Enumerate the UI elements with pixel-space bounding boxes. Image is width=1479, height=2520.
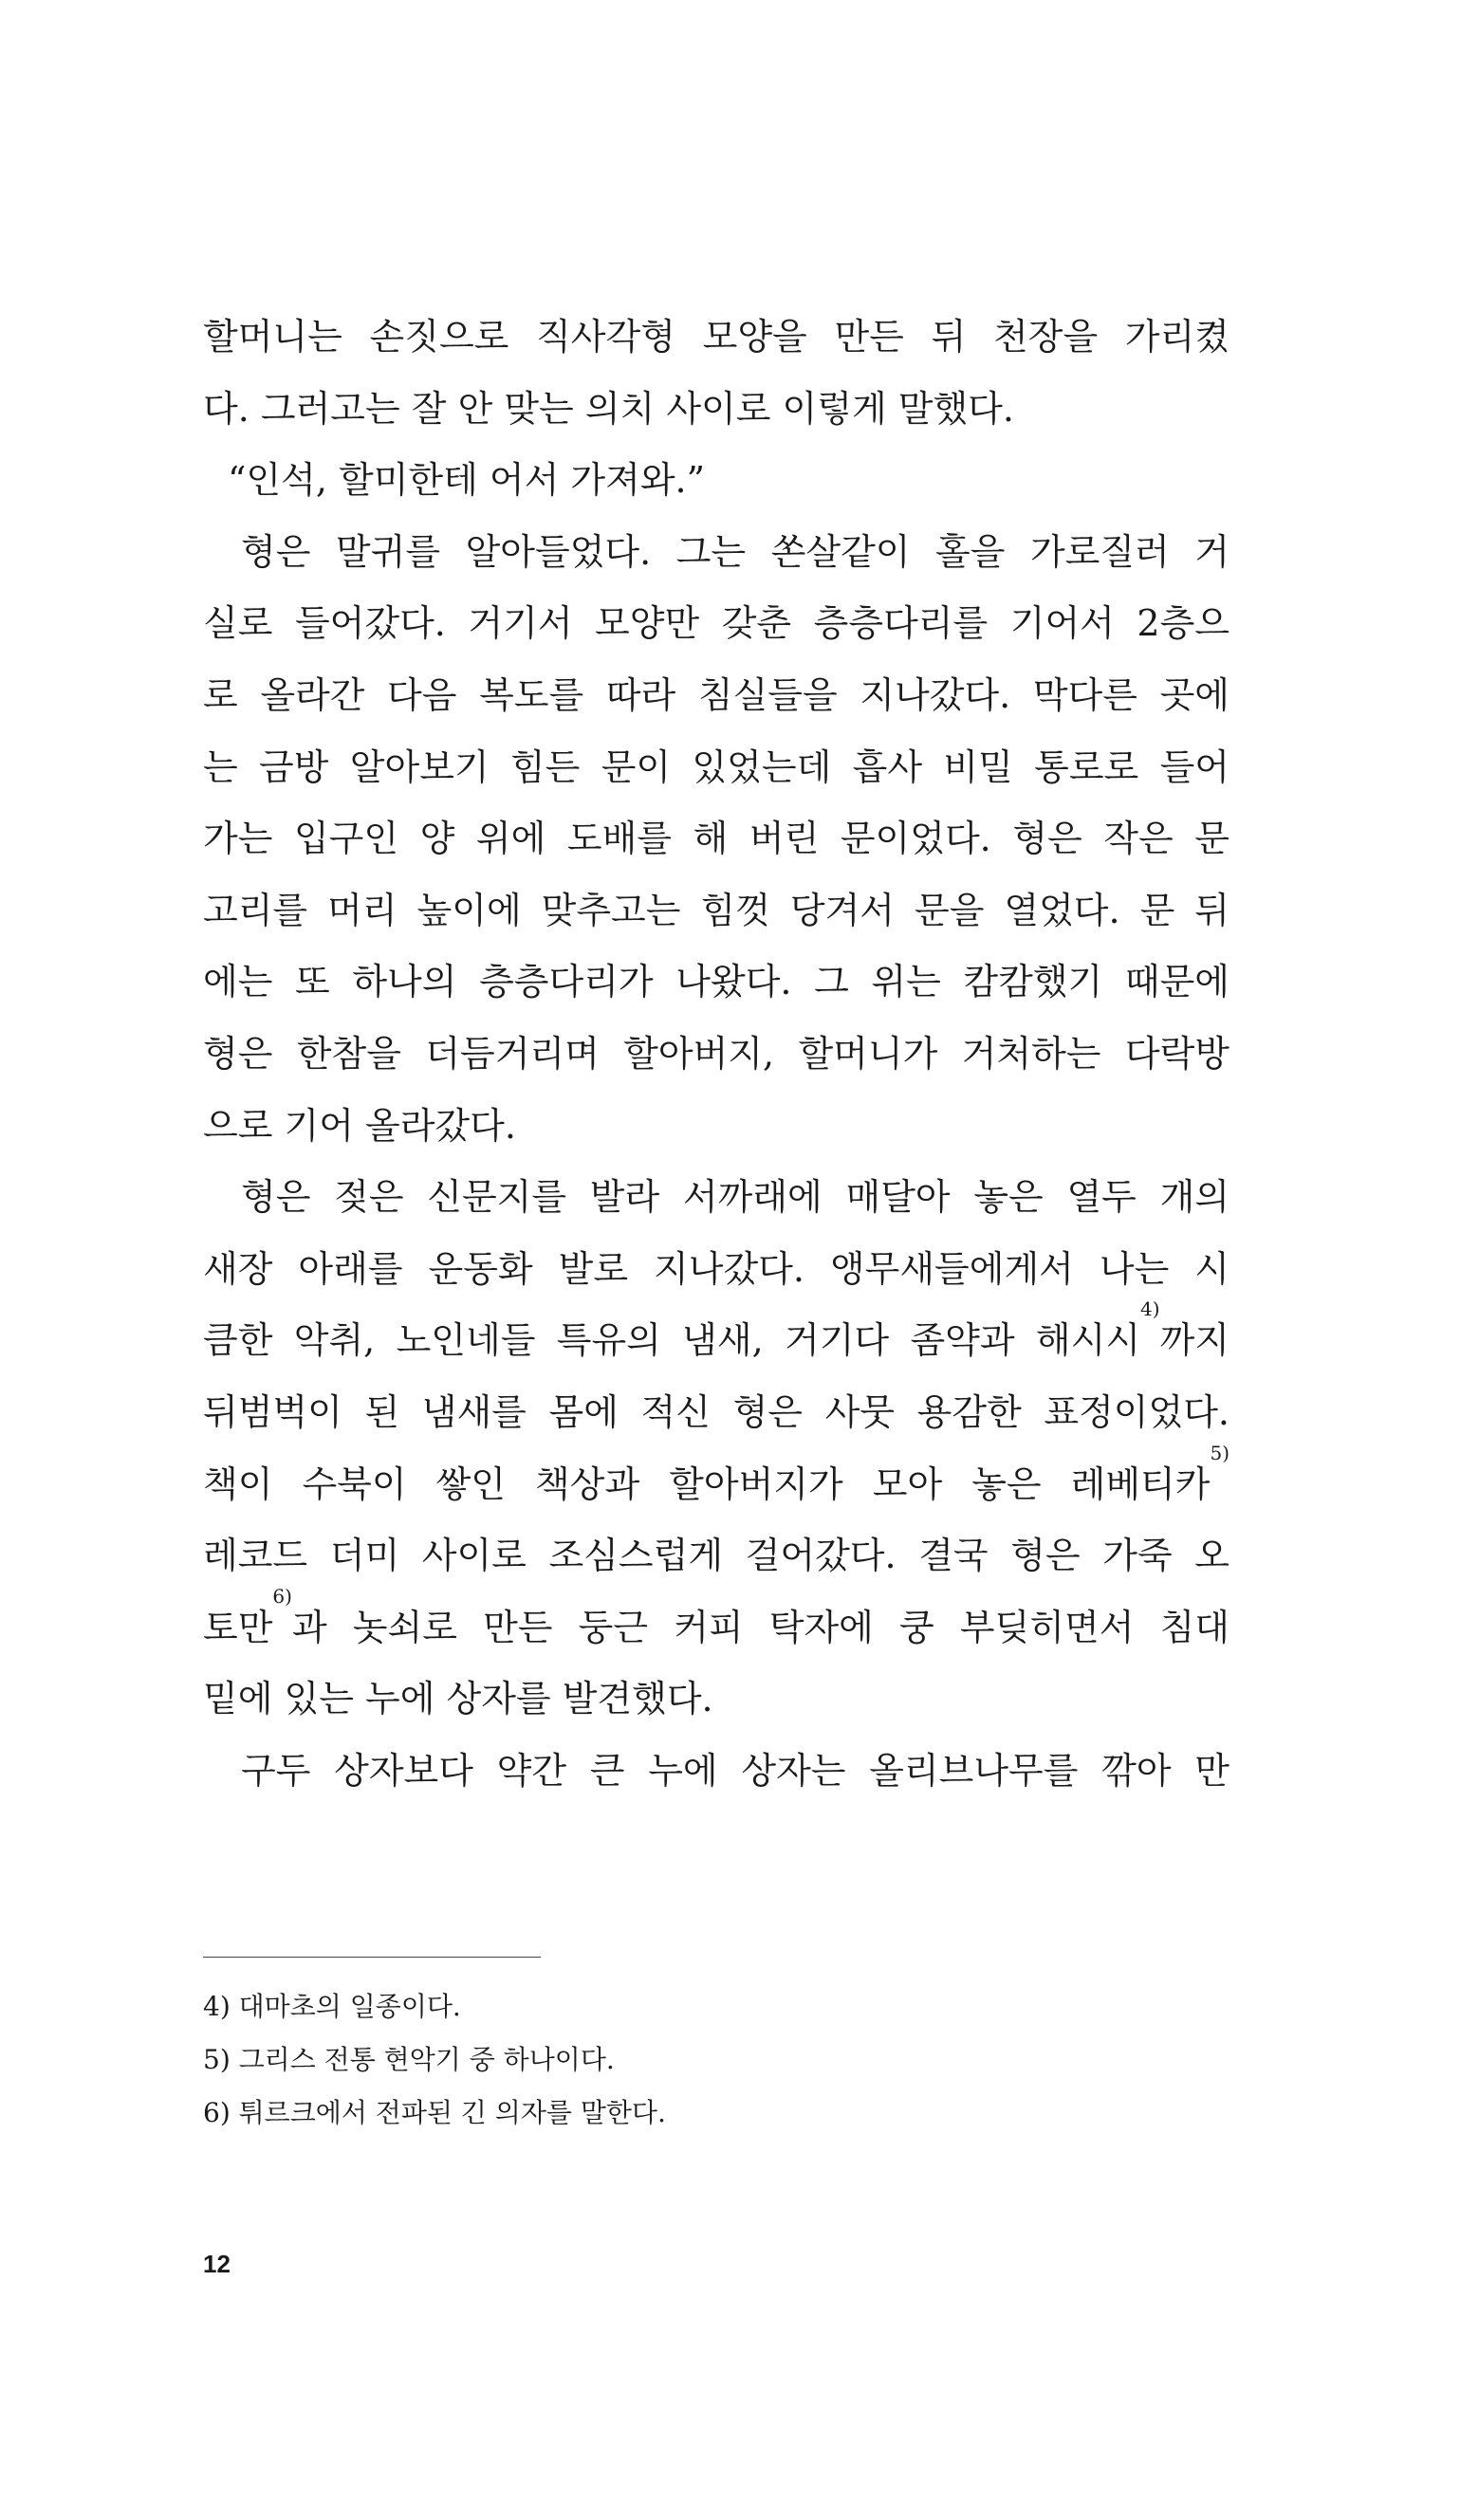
text-line: 으로 기어 올라갔다. [203, 1104, 516, 1147]
text-segment: 토만 [203, 1606, 273, 1648]
text-segment: 큼한 악취, 노인네들 특유의 냄새, 거기다 좀약과 해시시 [203, 1319, 1141, 1362]
text-line: 가는 입구인 양 위에 도배를 해 버린 문이었다. 형은 작은 문 [203, 818, 1229, 860]
text-line [203, 1297, 1229, 1377]
text-line: 밑에 있는 누에 상자를 발견했다. [203, 1678, 713, 1720]
text-line: 실로 들어갔다. 거기서 모양만 갖춘 층층다리를 기어서 2층으 [203, 602, 1229, 645]
text-line [203, 1584, 1229, 1665]
footnotes [203, 1980, 1229, 2140]
footnote-divider [203, 1957, 541, 1958]
text-line: 에는 또 하나의 층층다리가 나왔다. 그 위는 캄캄했기 때문에 [203, 961, 1229, 1003]
text-segment: 과 놋쇠로 만든 둥근 커피 탁자에 쿵 부딪히면서 침대 [291, 1606, 1229, 1648]
body-text [203, 302, 1229, 1807]
footnote-item: 5) 그리스 전통 현악기 중 하나이다. [203, 2044, 615, 2075]
text-line: 레코드 더미 사이로 조심스럽게 걸어갔다. 결국 형은 가죽 오 [203, 1535, 1229, 1577]
text-line: 로 올라간 다음 복도를 따라 침실들을 지나갔다. 막다른 곳에 [203, 673, 1229, 716]
text-line-dialogue: “인석, 할미한테 어서 가져와.” [228, 459, 706, 502]
footnote-mark: 4) [1140, 1297, 1160, 1321]
footnote-item: 4) 대마초의 일종이다. [203, 1991, 461, 2022]
text-line: 고리를 머리 높이에 맞추고는 힘껏 당겨서 문을 열었다. 문 뒤 [203, 889, 1229, 931]
text-line: 는 금방 알아보기 힘든 문이 있었는데 흡사 비밀 통로로 들어 [203, 745, 1229, 788]
text-line: 형은 한참을 더듬거리며 할아버지, 할머니가 거처하는 다락방 [203, 1032, 1229, 1075]
text-segment: 책이 수북이 쌓인 책상과 할아버지가 모아 놓은 레베티카 [203, 1462, 1211, 1505]
text-line: 형은 말귀를 알아들었다. 그는 쏜살같이 홀을 가로질러 거 [241, 530, 1229, 573]
footnote-mark: 5) [1210, 1441, 1229, 1464]
text-line: 형은 젖은 신문지를 발라 서까래에 매달아 놓은 열두 개의 [241, 1176, 1229, 1219]
text-segment: 까지 [1159, 1319, 1229, 1362]
text-line: 할머니는 손짓으로 직사각형 모양을 만든 뒤 천장을 가리켰 [203, 316, 1229, 358]
text-line: 뒤범벅이 된 냄새를 몸에 적신 형은 사뭇 용감한 표정이었다. [203, 1390, 1229, 1433]
text-line: 구두 상자보다 약간 큰 누에 상자는 올리브나무를 깎아 만 [241, 1749, 1229, 1792]
page-number: 12 [203, 2250, 231, 2278]
text-line [203, 1441, 1229, 1521]
footnote-mark: 6) [272, 1584, 292, 1608]
text-line: 새장 아래를 운동화 발로 지나갔다. 앵무새들에게서 나는 시 [203, 1247, 1229, 1290]
text-line: 다. 그러고는 잘 안 맞는 의치 사이로 이렇게 말했다. [203, 387, 1014, 430]
footnote-item: 6) 튀르크에서 전파된 긴 의자를 말한다. [203, 2097, 666, 2128]
